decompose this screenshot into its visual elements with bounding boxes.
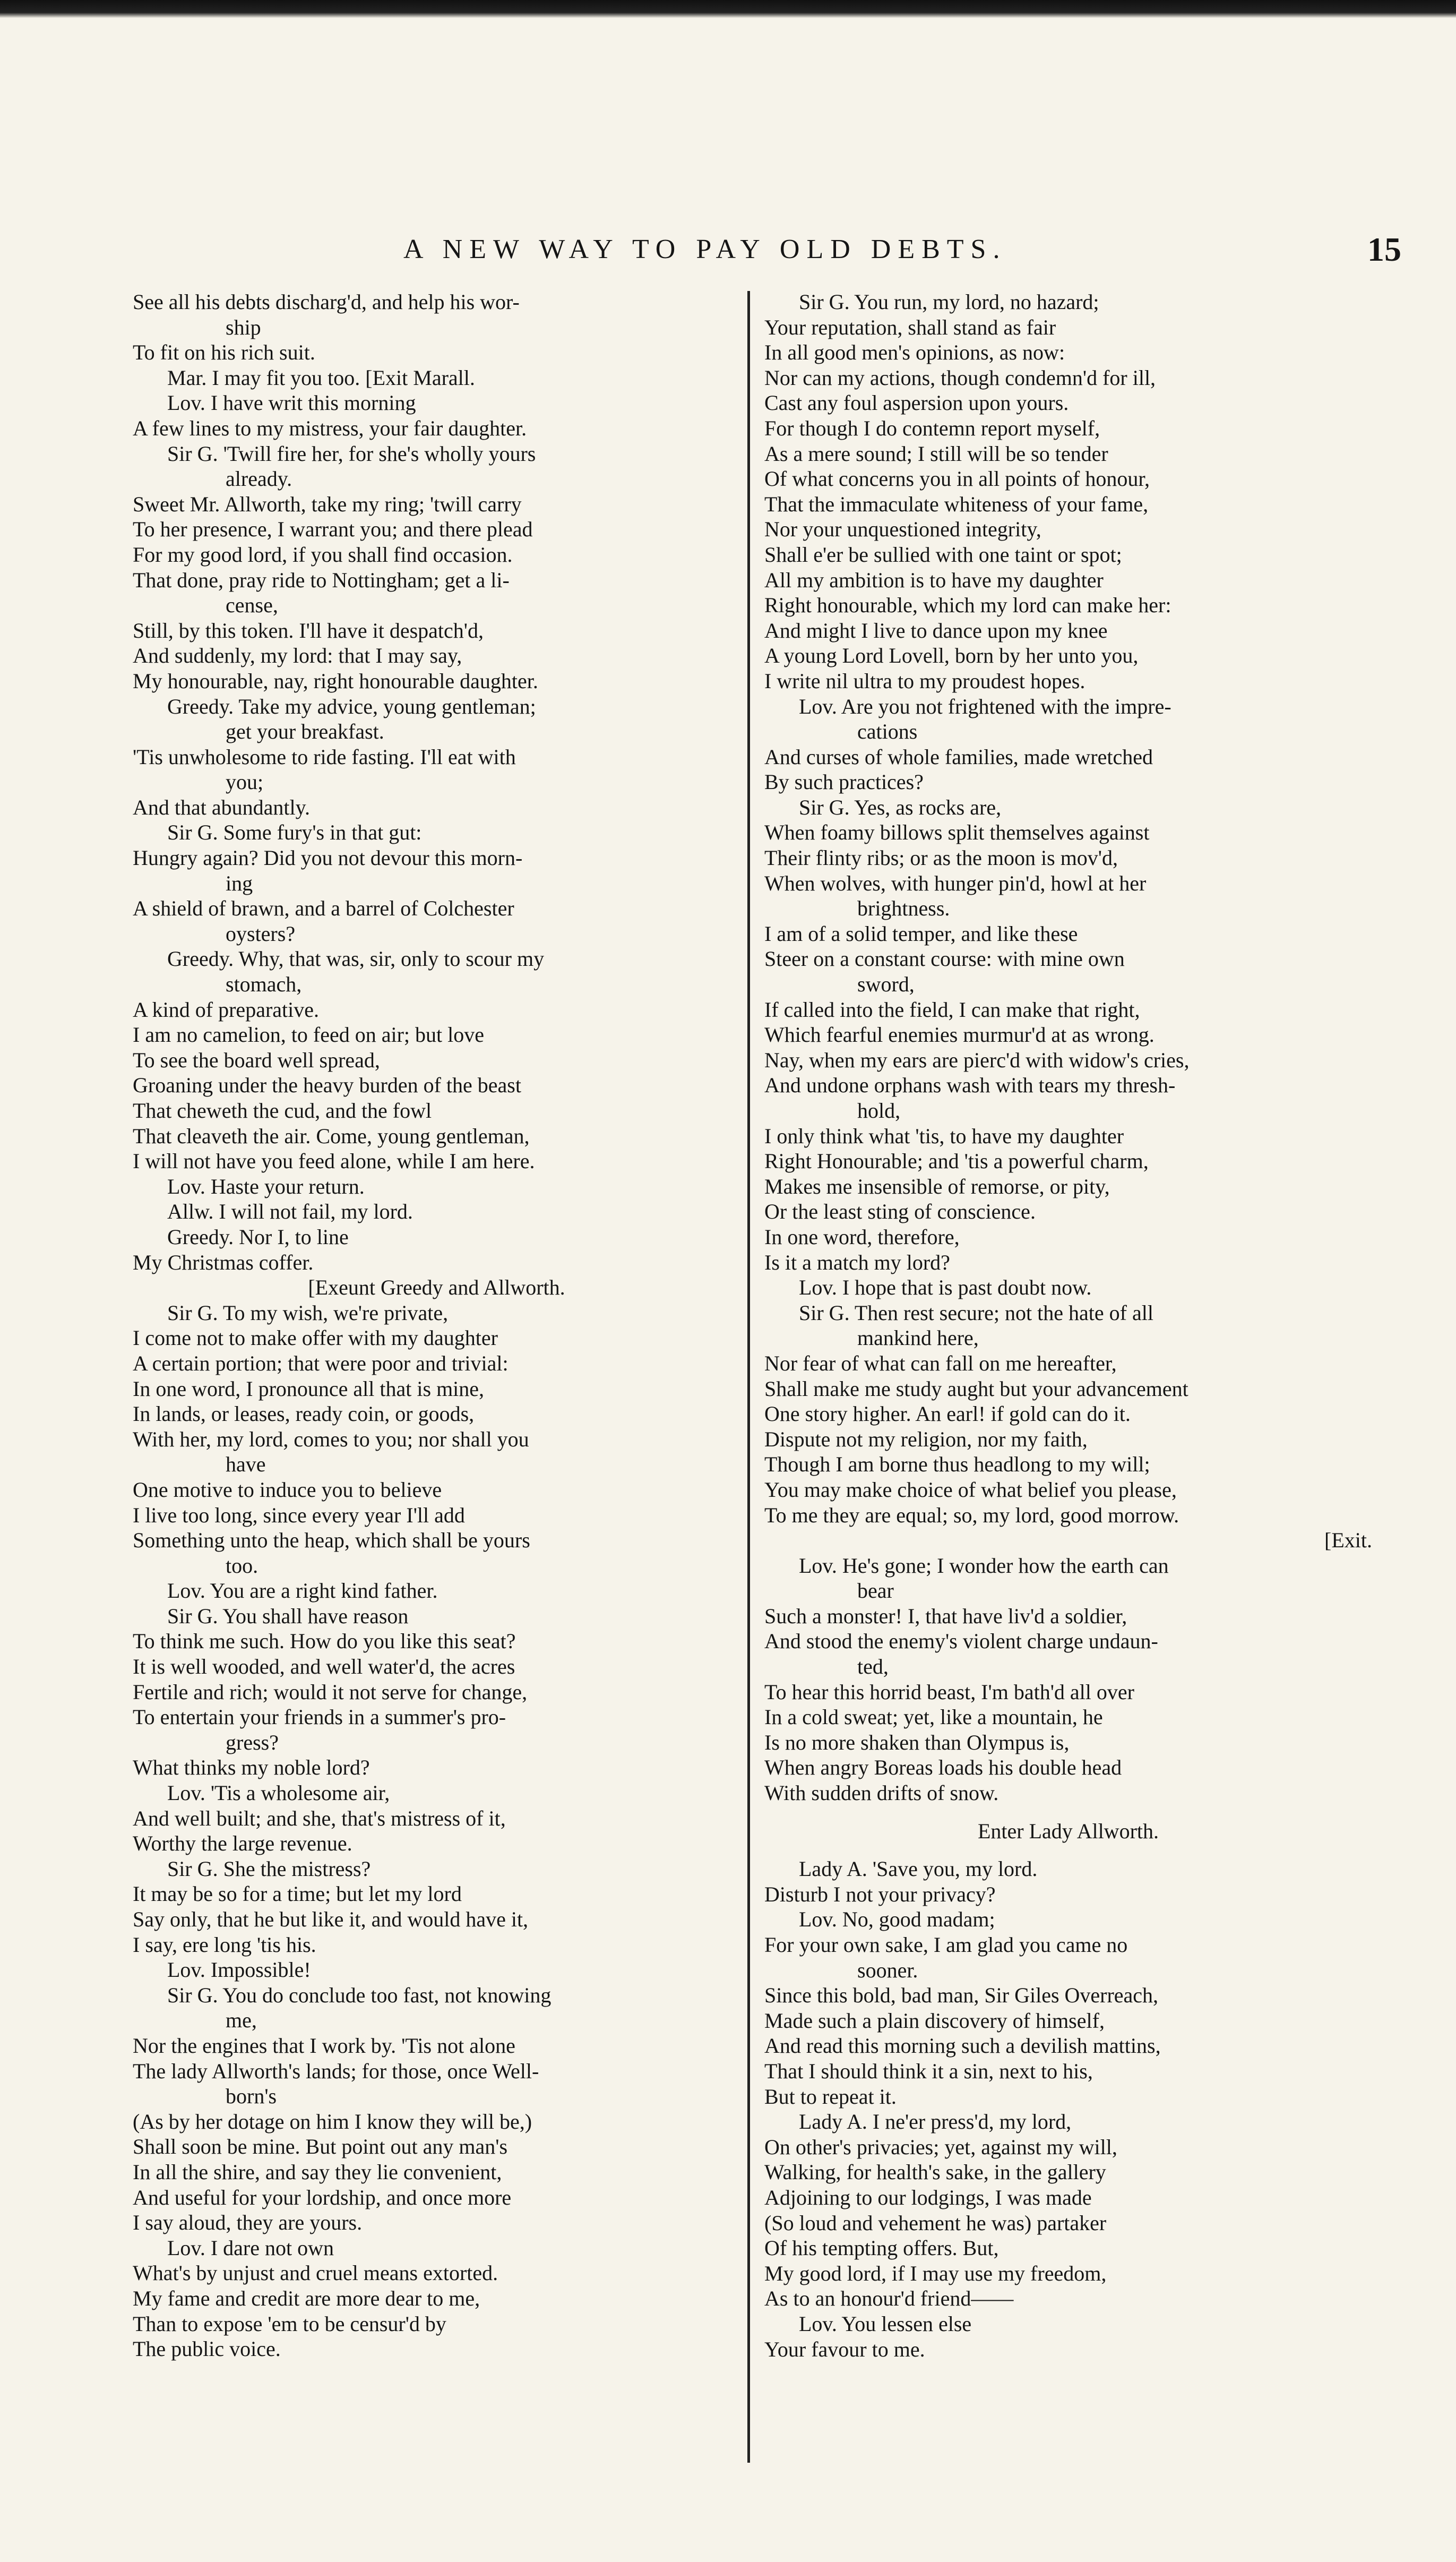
text-line: Disturb I not your privacy? [764,1882,996,1906]
text-line: Sir G. You do conclude too fast, not knowing [167,1983,552,2007]
text-line: Adjoining to our lodgings, I was made [764,2185,1092,2209]
text-line: born's [226,2084,277,2109]
text-line: Cast any foul aspersion upon yours. [764,391,1069,415]
text-line: Allw. I will not fail, my lord. [167,1199,413,1224]
text-line: In all the shire, and say they lie convenient, [133,2160,502,2184]
text-line: In one word, therefore, [764,1224,960,1249]
text-line: To entertain your friends in a summer's pro- [133,1705,506,1729]
spacer [764,1844,1372,1856]
text-line: But to repeat it. [764,2084,897,2109]
text-line: And suddenly, my lord: that I may say, [133,644,462,668]
text-line: Lov. 'Tis a wholesome air, [167,1781,390,1805]
text-line: That done, pray ride to Nottingham; get a li- [133,568,510,592]
text-line: Lov. Haste your return. [167,1174,365,1198]
text-line: For my good lord, if you shall find occasion. [133,542,513,567]
text-line: When wolves, with hunger pin'd, howl at her [764,871,1147,895]
text-line: A few lines to my mistress, your fair daughter. [133,416,527,440]
text-line: I live too long, since every year I'll add [133,1503,465,1527]
text-line: Lov. I dare not own [167,2235,334,2260]
text-line: When angry Boreas loads his double head [764,1755,1122,1780]
text-line: ted, [857,1655,889,1679]
text-line: In all good men's opinions, as now: [764,340,1065,365]
text-line: [Exit. [1324,1528,1372,1553]
text-line: In one word, I pronounce all that is mine, [133,1376,485,1401]
text-line: As a mere sound; I still will be so tender [764,441,1108,466]
text-line: Makes me insensible of remorse, or pity, [764,1174,1110,1198]
text-line: See all his debts discharg'd, and help his wor- [133,290,520,314]
text-line: I say, ere long 'tis his. [133,1932,316,1957]
text-line: Right Honourable; and 'tis a powerful charm, [764,1149,1149,1173]
text-line: Is no more shaken than Olympus is, [764,1730,1070,1754]
text-line: I come not to make offer with my daughter [133,1326,498,1350]
text-line: Lady A. 'Save you, my lord. [799,1857,1038,1881]
text-line: My good lord, if I may use my freedom, [764,2261,1107,2285]
text-line: Though I am borne thus headlong to my will; [764,1452,1150,1477]
text-line: Sir G. Some fury's in that gut: [167,820,422,845]
text-line: You may make choice of what belief you please, [764,1477,1177,1502]
text-line: ship [226,315,261,339]
text-line: cations [857,719,918,744]
text-line: Lov. You lessen else [799,2311,972,2336]
text-line: Lady A. I ne'er press'd, my lord, [799,2110,1072,2134]
text-line: To me they are equal; so, my lord, good morrow. [764,1503,1179,1527]
text-line: My Christmas coffer. [133,1250,314,1274]
text-line: Sir G. 'Twill fire her, for she's wholly yours [167,441,536,466]
right-column [764,289,1372,2362]
text-line: Sir G. To my wish, we're private, [167,1300,449,1325]
text-line: Your reputation, shall stand as fair [764,315,1056,339]
text-line: That cleaveth the air. Come, young gentleman, [133,1124,530,1148]
text-line: By such practices? [764,770,924,794]
text-line: Nor the engines that I work by. 'Tis not alone [133,2033,515,2058]
text-line: In a cold sweat; yet, like a mountain, he [764,1705,1103,1729]
text-line: And curses of whole families, made wretched [764,744,1153,769]
text-line: And well built; and she, that's mistress of it, [133,1806,506,1830]
text-line: And read this morning such a devilish mattins, [764,2034,1161,2058]
text-line: And stood the enemy's violent charge undaun- [764,1629,1158,1653]
text-line: That I should think it a sin, next to his, [764,2059,1093,2083]
text-line: And that abundantly. [133,795,311,819]
text-line: Sir G. She the mistress? [167,1856,371,1881]
text-line: Lov. You are a right kind father. [167,1579,438,1603]
text-line: Your favour to me. [764,2337,925,2361]
text-line: To hear this horrid beast, I'm bath'd all over [764,1680,1134,1704]
text-line: Greedy. Nor I, to line [167,1224,349,1249]
text-line: stomach, [226,972,302,997]
text-line: mankind here, [857,1326,979,1350]
text-line: I am of a solid temper, and like these [764,921,1078,946]
text-line: Since this bold, bad man, Sir Giles Overreach, [764,1983,1159,2008]
text-line: Greedy. Take my advice, young gentleman; [167,694,536,718]
text-line: One story higher. An earl! if gold can do it. [764,1402,1131,1426]
text-line: With sudden drifts of snow. [764,1781,999,1805]
text-line: get your breakfast. [226,719,384,744]
text-line: Sweet Mr. Allworth, take my ring; 'twill carry [133,492,522,516]
text-line: Greedy. Why, that was, sir, only to scour my [167,947,545,971]
text-line: That the immaculate whiteness of your fame, [764,492,1149,516]
text-line: On other's privacies; yet, against my will, [764,2135,1117,2159]
running-title: A NEW WAY TO PAY OLD DEBTS. [403,234,1007,264]
text-line: I only think what 'tis, to have my daughter [764,1124,1124,1148]
text-line: Lov. I hope that is past doubt now. [799,1275,1092,1300]
text-line: Say only, that he but like it, and would have it, [133,1907,529,1931]
text-line: And useful for your lordship, and once more [133,2185,512,2209]
text-line: If called into the field, I can make that right, [764,997,1140,1022]
text-line: Nor your unquestioned integrity, [764,517,1041,542]
text-line: brightness. [857,896,950,921]
text-line: Something unto the heap, which shall be yours [133,1528,530,1553]
text-line: To see the board well spread, [133,1048,380,1072]
text-line: Lov. Are you not frightened with the impre- [799,694,1171,718]
text-line: Still, by this token. I'll have it despatch'd, [133,618,484,642]
text-line: Nay, when my ears are pierc'd with widow's cries, [764,1048,1190,1072]
text-line: sword, [857,972,915,997]
text-line: Enter Lady Allworth. [977,1819,1159,1843]
text-line: hold, [857,1099,901,1123]
text-line: When foamy billows split themselves against [764,820,1150,845]
text-line: Which fearful enemies murmur'd at as wrong. [764,1023,1155,1047]
text-line: Their flinty ribs; or as the moon is mov'd, [764,846,1118,870]
text-line: It is well wooded, and well water'd, the acres [133,1655,515,1679]
text-line: you; [226,770,264,794]
text-line: That cheweth the cud, and the fowl [133,1099,432,1123]
text-line: Or the least sting of conscience. [764,1199,1036,1224]
text-line: Such a monster! I, that have liv'd a soldier, [764,1604,1127,1628]
text-line: A kind of preparative. [133,997,319,1022]
text-line: Made such a plain discovery of himself, [764,2008,1105,2033]
text-line: Sir G. You run, my lord, no hazard; [799,290,1099,314]
text-line: Right honourable, which my lord can make her: [764,593,1171,618]
text-line: Sir G. You shall have reason [167,1604,409,1628]
text-line: ing [226,871,253,895]
text-line: For your own sake, I am glad you came no [764,1933,1128,1957]
page-header [403,228,1401,271]
text-line: A young Lord Lovell, born by her unto you, [764,644,1139,668]
text-line: Of his tempting offers. But, [764,2236,999,2260]
text-line: Fertile and rich; would it not serve for change, [133,1680,528,1704]
text-line: And might I live to dance upon my knee [764,618,1108,642]
text-line: My honourable, nay, right honourable daughter. [133,669,538,693]
text-line: It may be so for a time; but let my lord [133,1882,462,1906]
text-line: me, [226,2008,257,2033]
text-line: What's by unjust and cruel means extorted. [133,2261,498,2285]
text-line: Shall make me study aught but your advancement [764,1376,1188,1401]
text-line: In lands, or leases, ready coin, or goods, [133,1402,475,1426]
text-line: cense, [226,593,278,618]
text-line: Is it a match my lord? [764,1250,950,1274]
text-line: To think me such. How do you like this seat? [133,1629,516,1653]
text-line: (So loud and vehement he was) partaker [764,2210,1107,2235]
text-line: A shield of brawn, and a barrel of Colchester [133,896,514,921]
text-line: sooner. [857,1958,918,1982]
text-line: And undone orphans wash with tears my thresh- [764,1073,1176,1098]
text-line: Lov. No, good madam; [799,1907,995,1932]
text-line: The lady Allworth's lands; for those, once Well- [133,2059,539,2083]
text-line: With her, my lord, comes to you; nor shall you [133,1427,529,1451]
text-line: 'Tis unwholesome to ride fasting. I'll eat with [133,744,516,769]
text-line: To her presence, I warrant you; and there plead [133,517,533,542]
page-number: 15 [1367,230,1401,268]
left-column [133,289,740,2362]
text-line: Sir G. Yes, as rocks are, [799,795,1002,819]
text-line: My fame and credit are more dear to me, [133,2286,480,2310]
text-line: have [226,1452,266,1477]
text-line: Lov. Impossible! [167,1958,311,1982]
text-line: Dispute not my religion, nor my faith, [764,1427,1088,1451]
text-line: I write nil ultra to my proudest hopes. [764,669,1085,693]
text-line: As to an honour'd friend—— [764,2286,1014,2311]
text-line: oysters? [226,921,296,946]
text-line: The public voice. [133,2337,281,2361]
text-line: Lov. He's gone; I wonder how the earth can [799,1553,1169,1578]
text-line: A certain portion; that were poor and trivial: [133,1351,509,1375]
text-line: Walking, for health's sake, in the gallery [764,2160,1106,2184]
text-line: I will not have you feed alone, while I am here. [133,1149,535,1173]
text-line: Of what concerns you in all points of honour, [764,467,1150,491]
text-line: too. [226,1553,259,1578]
text-line: Shall soon be mine. But point out any man's [133,2135,508,2159]
text-line: Than to expose 'em to be censur'd by [133,2311,446,2336]
text-line: gress? [226,1730,279,1754]
text-line: I am no camelion, to feed on air; but love [133,1023,485,1047]
text-line: What thinks my noble lord? [133,1755,370,1780]
column-rule [747,291,750,2463]
text-line: Groaning under the heavy burden of the beast [133,1073,521,1098]
text-line: Shall e'er be sullied with one taint or spot; [764,542,1122,567]
text-line: I say aloud, they are yours. [133,2210,363,2235]
text-line: Lov. I have writ this morning [167,391,416,415]
text-line: Mar. I may fit you too. [Exit Marall. [167,365,475,390]
text-line: Nor fear of what can fall on me hereafter, [764,1351,1117,1375]
text-line: All my ambition is to have my daughter [764,568,1104,592]
text-line: Worthy the large revenue. [133,1831,352,1856]
text-line: One motive to induce you to believe [133,1477,442,1502]
text-line: (As by her dotage on him I know they will be,) [133,2109,532,2133]
text-line: For though I do contemn report myself, [764,416,1100,440]
text-line: To fit on his rich suit. [133,340,315,365]
text-line: Hungry again? Did you not devour this morn- [133,846,523,870]
text-line: Steer on a constant course: with mine own [764,947,1125,971]
text-line: Sir G. Then rest secure; not the hate of all [799,1300,1153,1325]
text-line: [Exeunt Greedy and Allworth. [308,1275,565,1300]
text-line: bear [857,1579,894,1603]
page-top-edge [0,0,1456,18]
spacer [764,1806,1372,1819]
text-line: Nor can my actions, though condemn'd for ill, [764,365,1156,390]
text-line: already. [226,467,292,491]
